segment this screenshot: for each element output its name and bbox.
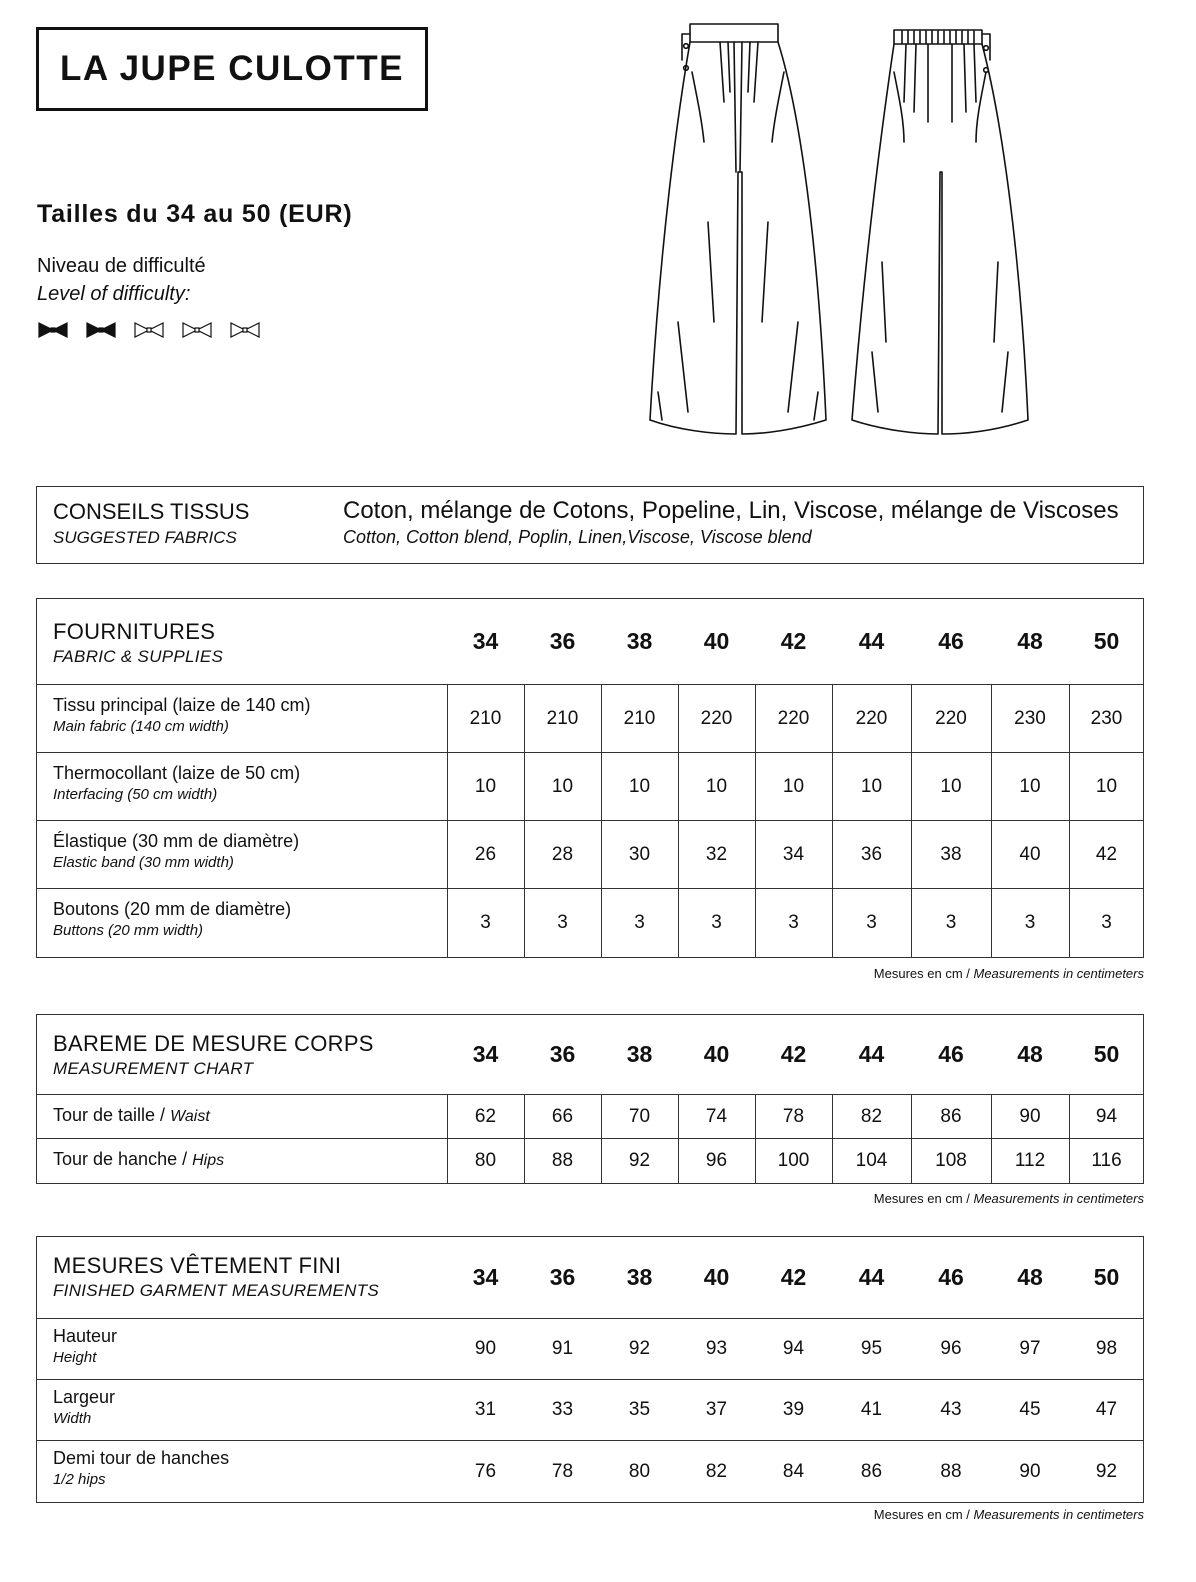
column-divider xyxy=(1069,1095,1070,1138)
table-cell: 80 xyxy=(474,1150,497,1171)
table-cell: 108 xyxy=(935,1150,967,1171)
size-header: 38 xyxy=(626,1041,653,1067)
column-divider xyxy=(447,753,448,820)
column-divider xyxy=(678,821,679,888)
table-cell: 70 xyxy=(628,1105,651,1127)
table-cell: 76 xyxy=(474,1460,497,1482)
difficulty-label-en: Level of difficulty: xyxy=(37,283,191,305)
table-cell: 112 xyxy=(1014,1150,1046,1171)
column-divider xyxy=(991,685,992,752)
units-note-en: Measurements in centimeters xyxy=(973,966,1144,981)
size-header: 46 xyxy=(938,1041,964,1067)
size-header: 42 xyxy=(780,1041,807,1067)
column-divider xyxy=(1069,821,1070,888)
table-cell: 220 xyxy=(700,707,733,729)
size-header: 50 xyxy=(1093,1264,1120,1290)
size-header: 44 xyxy=(858,1041,885,1067)
table-cell: 210 xyxy=(546,707,579,729)
size-header: 50 xyxy=(1093,628,1120,654)
table-row xyxy=(37,1139,1143,1183)
size-header: 38 xyxy=(626,1264,653,1290)
table-cell: 3 xyxy=(866,912,877,933)
column-divider xyxy=(832,753,833,820)
units-note xyxy=(874,966,1144,981)
table-cell: 3 xyxy=(711,912,722,933)
size-header: 48 xyxy=(1017,1041,1043,1067)
size-header: 40 xyxy=(703,628,730,654)
row-label-fr: Largeur xyxy=(53,1386,116,1407)
table-cell: 10 xyxy=(940,775,962,797)
units-note xyxy=(874,1507,1144,1522)
table-cell: 32 xyxy=(705,843,728,865)
table-cell: 10 xyxy=(705,775,728,797)
column-divider xyxy=(447,685,448,752)
row-label-en: Height xyxy=(53,1348,97,1366)
table-cell: 230 xyxy=(1014,707,1046,729)
row-label-en: Main fabric (140 cm width) xyxy=(53,718,229,735)
table-cell: 66 xyxy=(551,1105,574,1127)
table-cell: 92 xyxy=(628,1150,651,1171)
column-divider xyxy=(678,753,679,820)
units-note-fr: Mesures en cm / xyxy=(873,1191,974,1206)
table-cell: 3 xyxy=(480,912,491,933)
table-cell: 47 xyxy=(1095,1399,1118,1420)
row-label xyxy=(53,1387,115,1427)
table-title-fr: FOURNITURES xyxy=(53,619,216,644)
table-cell: 28 xyxy=(551,843,574,865)
row-label-en: 1/2 hips xyxy=(53,1470,106,1488)
table-cell: 100 xyxy=(777,1150,810,1171)
table-cell: 36 xyxy=(860,843,883,865)
table-cell: 10 xyxy=(551,775,574,797)
table-cell: 10 xyxy=(474,775,497,797)
size-header: 42 xyxy=(780,628,807,654)
size-header: 42 xyxy=(780,1264,807,1290)
trousers-back-sketch xyxy=(842,22,1038,442)
table-cell: 96 xyxy=(705,1150,728,1171)
row-label-en: Waist xyxy=(170,1108,210,1125)
table-cell: 78 xyxy=(551,1460,574,1482)
column-divider xyxy=(911,889,912,957)
table-row xyxy=(37,1441,1143,1502)
size-header: 50 xyxy=(1093,1041,1120,1067)
column-divider xyxy=(755,821,756,888)
table-cell: 62 xyxy=(474,1105,497,1127)
table-cell: 3 xyxy=(634,912,645,933)
row-label-fr: Tissu principal (laize de 140 cm) xyxy=(53,695,311,715)
units-note-en: Measurements in centimeters xyxy=(973,1191,1144,1206)
column-divider xyxy=(601,821,602,888)
table-cell: 82 xyxy=(860,1105,883,1127)
table-cell: 74 xyxy=(705,1105,728,1127)
table-title-fr: BAREME DE MESURE CORPS xyxy=(53,1031,374,1056)
column-divider xyxy=(601,753,602,820)
column-divider xyxy=(911,1139,912,1183)
column-divider xyxy=(1069,685,1070,752)
table-header xyxy=(37,1015,1143,1095)
units-note xyxy=(874,1191,1144,1206)
row-label xyxy=(53,1105,210,1126)
difficulty-label-fr: Niveau de difficulté xyxy=(37,255,206,277)
column-divider xyxy=(755,889,756,957)
table-cell: 3 xyxy=(1101,912,1112,933)
column-divider xyxy=(832,1095,833,1138)
bow-tie-outline-icon xyxy=(181,320,213,340)
column-divider xyxy=(1069,1139,1070,1183)
table-cell: 3 xyxy=(788,912,799,933)
table-row xyxy=(37,1319,1143,1380)
fabrics-list-en: Cotton, Cotton blend, Poplin, Linen,Viscose, Viscose blend xyxy=(343,527,812,547)
column-divider xyxy=(447,821,448,888)
fabrics-title-en: SUGGESTED FABRICS xyxy=(53,528,237,547)
difficulty-rating xyxy=(37,320,261,340)
row-label-fr: Thermocollant (laize de 50 cm) xyxy=(53,763,301,783)
column-divider xyxy=(524,1139,525,1183)
table-cell: 31 xyxy=(474,1399,497,1420)
column-divider xyxy=(832,685,833,752)
table-cell: 80 xyxy=(628,1460,651,1482)
size-header: 38 xyxy=(626,628,653,654)
column-divider xyxy=(911,821,912,888)
table-title-fr: MESURES VÊTEMENT FINI xyxy=(53,1253,342,1278)
column-divider xyxy=(991,1139,992,1183)
size-range: Tailles du 34 au 50 (EUR) xyxy=(37,200,353,228)
table-cell: 38 xyxy=(940,843,962,865)
table-cell: 104 xyxy=(855,1150,888,1171)
column-divider xyxy=(755,753,756,820)
row-label xyxy=(53,1149,224,1170)
table-cell: 116 xyxy=(1091,1150,1122,1171)
row-label-fr: Tour de hanche / xyxy=(53,1149,193,1169)
table-row xyxy=(37,1380,1143,1441)
supplies-table xyxy=(36,598,1144,958)
column-divider xyxy=(1069,753,1070,820)
table-header xyxy=(37,1237,1143,1319)
row-label xyxy=(53,899,291,939)
column-divider xyxy=(601,1095,602,1138)
body-table xyxy=(36,1014,1144,1184)
size-header: 46 xyxy=(938,1264,964,1290)
table-cell: 90 xyxy=(1019,1105,1041,1127)
table-cell: 92 xyxy=(628,1338,651,1359)
table-cell: 95 xyxy=(860,1338,883,1359)
row-label-fr: Tour de taille / xyxy=(53,1105,171,1125)
table-cell: 90 xyxy=(1019,1460,1041,1482)
column-divider xyxy=(755,685,756,752)
pattern-title-box xyxy=(36,27,428,111)
table-cell: 88 xyxy=(940,1460,962,1482)
table-cell: 33 xyxy=(551,1399,574,1420)
table-cell: 220 xyxy=(777,707,810,729)
row-label-fr: Hauteur xyxy=(53,1325,118,1346)
table-cell: 210 xyxy=(623,707,656,729)
finished-table xyxy=(36,1236,1144,1503)
size-header: 40 xyxy=(703,1264,730,1290)
size-header: 48 xyxy=(1017,628,1043,654)
table-title-en: MEASUREMENT CHART xyxy=(53,1059,254,1078)
column-divider xyxy=(991,753,992,820)
table-cell: 35 xyxy=(628,1399,651,1420)
row-label-en: Hips xyxy=(192,1152,225,1169)
units-note-en: Measurements in centimeters xyxy=(973,1507,1144,1522)
row-label xyxy=(53,1448,229,1488)
row-label-fr: Élastique (30 mm de diamètre) xyxy=(53,831,300,851)
table-cell: 30 xyxy=(628,843,651,865)
table-cell: 3 xyxy=(945,912,957,933)
table-cell: 10 xyxy=(1095,775,1118,797)
column-divider xyxy=(447,1095,448,1138)
table-cell: 84 xyxy=(782,1460,805,1482)
row-label xyxy=(53,831,299,871)
table-cell: 43 xyxy=(940,1399,962,1420)
pattern-title: LA JUPE CULOTTE xyxy=(60,49,404,88)
table-cell: 3 xyxy=(1024,912,1036,933)
units-note-fr: Mesures en cm / xyxy=(873,966,974,981)
table-cell: 39 xyxy=(782,1399,805,1420)
column-divider xyxy=(991,1095,992,1138)
table-cell: 86 xyxy=(860,1460,883,1482)
table-cell: 45 xyxy=(1019,1399,1041,1420)
units-note-fr: Mesures en cm / xyxy=(873,1507,974,1522)
table-cell: 91 xyxy=(551,1338,574,1359)
column-divider xyxy=(678,1095,679,1138)
table-cell: 10 xyxy=(782,775,805,797)
table-cell: 86 xyxy=(940,1105,962,1127)
table-cell: 10 xyxy=(628,775,651,797)
column-divider xyxy=(678,1139,679,1183)
bow-tie-filled-icon xyxy=(85,320,117,340)
size-header: 36 xyxy=(549,1264,576,1290)
column-divider xyxy=(1069,889,1070,957)
column-divider xyxy=(601,1139,602,1183)
row-label xyxy=(53,1326,117,1366)
bow-tie-outline-icon xyxy=(133,320,165,340)
table-row xyxy=(37,889,1143,957)
table-row xyxy=(37,753,1143,821)
table-cell: 220 xyxy=(935,707,967,729)
column-divider xyxy=(524,889,525,957)
table-cell: 97 xyxy=(1019,1338,1041,1359)
column-divider xyxy=(991,821,992,888)
size-header: 36 xyxy=(549,628,576,654)
table-row xyxy=(37,821,1143,889)
fabrics-list-fr: Coton, mélange de Cotons, Popeline, Lin, Viscose, mélange de Viscoses xyxy=(343,497,1119,524)
column-divider xyxy=(911,685,912,752)
table-cell: 42 xyxy=(1095,843,1118,865)
table-cell: 10 xyxy=(860,775,883,797)
suggested-fabrics-box xyxy=(36,486,1144,564)
size-header: 34 xyxy=(472,1041,499,1067)
size-header: 44 xyxy=(858,628,885,654)
table-cell: 82 xyxy=(705,1460,728,1482)
table-cell: 3 xyxy=(557,912,568,933)
trousers-front-sketch xyxy=(638,22,834,442)
row-label-en: Width xyxy=(53,1409,92,1427)
table-cell: 94 xyxy=(1095,1105,1118,1127)
column-divider xyxy=(524,821,525,888)
row-label-fr: Demi tour de hanches xyxy=(53,1447,230,1468)
column-divider xyxy=(832,1139,833,1183)
table-cell: 220 xyxy=(855,707,888,729)
size-header: 34 xyxy=(472,628,499,654)
row-label-fr: Boutons (20 mm de diamètre) xyxy=(53,899,292,919)
row-label xyxy=(53,763,300,803)
column-divider xyxy=(832,821,833,888)
size-header: 44 xyxy=(858,1264,885,1290)
column-divider xyxy=(447,889,448,957)
size-header: 48 xyxy=(1017,1264,1043,1290)
table-cell: 90 xyxy=(474,1338,497,1359)
column-divider xyxy=(755,1139,756,1183)
table-row xyxy=(37,1095,1143,1139)
column-divider xyxy=(991,889,992,957)
size-header: 40 xyxy=(703,1041,730,1067)
column-divider xyxy=(447,1139,448,1183)
table-cell: 94 xyxy=(782,1338,805,1359)
table-cell: 92 xyxy=(1095,1460,1118,1482)
column-divider xyxy=(911,1095,912,1138)
bow-tie-outline-icon xyxy=(229,320,261,340)
table-cell: 26 xyxy=(474,843,497,865)
table-cell: 41 xyxy=(860,1399,883,1420)
table-cell: 40 xyxy=(1019,843,1041,865)
column-divider xyxy=(832,889,833,957)
column-divider xyxy=(755,1095,756,1138)
table-cell: 93 xyxy=(705,1338,728,1359)
table-cell: 230 xyxy=(1090,707,1123,729)
table-cell: 37 xyxy=(705,1399,728,1420)
table-cell: 210 xyxy=(469,707,502,729)
size-header: 46 xyxy=(938,628,964,654)
table-title-en: FABRIC & SUPPLIES xyxy=(53,647,224,666)
size-header: 34 xyxy=(472,1264,499,1290)
table-title-en: FINISHED GARMENT MEASUREMENTS xyxy=(53,1281,380,1300)
table-header xyxy=(37,599,1143,685)
column-divider xyxy=(524,753,525,820)
row-label-en: Buttons (20 mm width) xyxy=(53,922,204,939)
fabrics-title-fr: CONSEILS TISSUS xyxy=(53,499,250,524)
column-divider xyxy=(524,1095,525,1138)
column-divider xyxy=(678,889,679,957)
row-label-en: Interfacing (50 cm width) xyxy=(53,786,218,803)
size-header: 36 xyxy=(549,1041,576,1067)
column-divider xyxy=(601,889,602,957)
column-divider xyxy=(911,753,912,820)
table-cell: 10 xyxy=(1019,775,1041,797)
column-divider xyxy=(524,685,525,752)
table-cell: 78 xyxy=(782,1105,805,1127)
table-cell: 96 xyxy=(940,1338,962,1359)
column-divider xyxy=(678,685,679,752)
table-cell: 88 xyxy=(551,1150,574,1171)
table-row xyxy=(37,685,1143,753)
column-divider xyxy=(601,685,602,752)
table-cell: 34 xyxy=(782,843,805,865)
row-label xyxy=(53,695,310,735)
row-label-en: Elastic band (30 mm width) xyxy=(53,854,234,871)
table-cell: 98 xyxy=(1095,1338,1118,1359)
bow-tie-filled-icon xyxy=(37,320,69,340)
